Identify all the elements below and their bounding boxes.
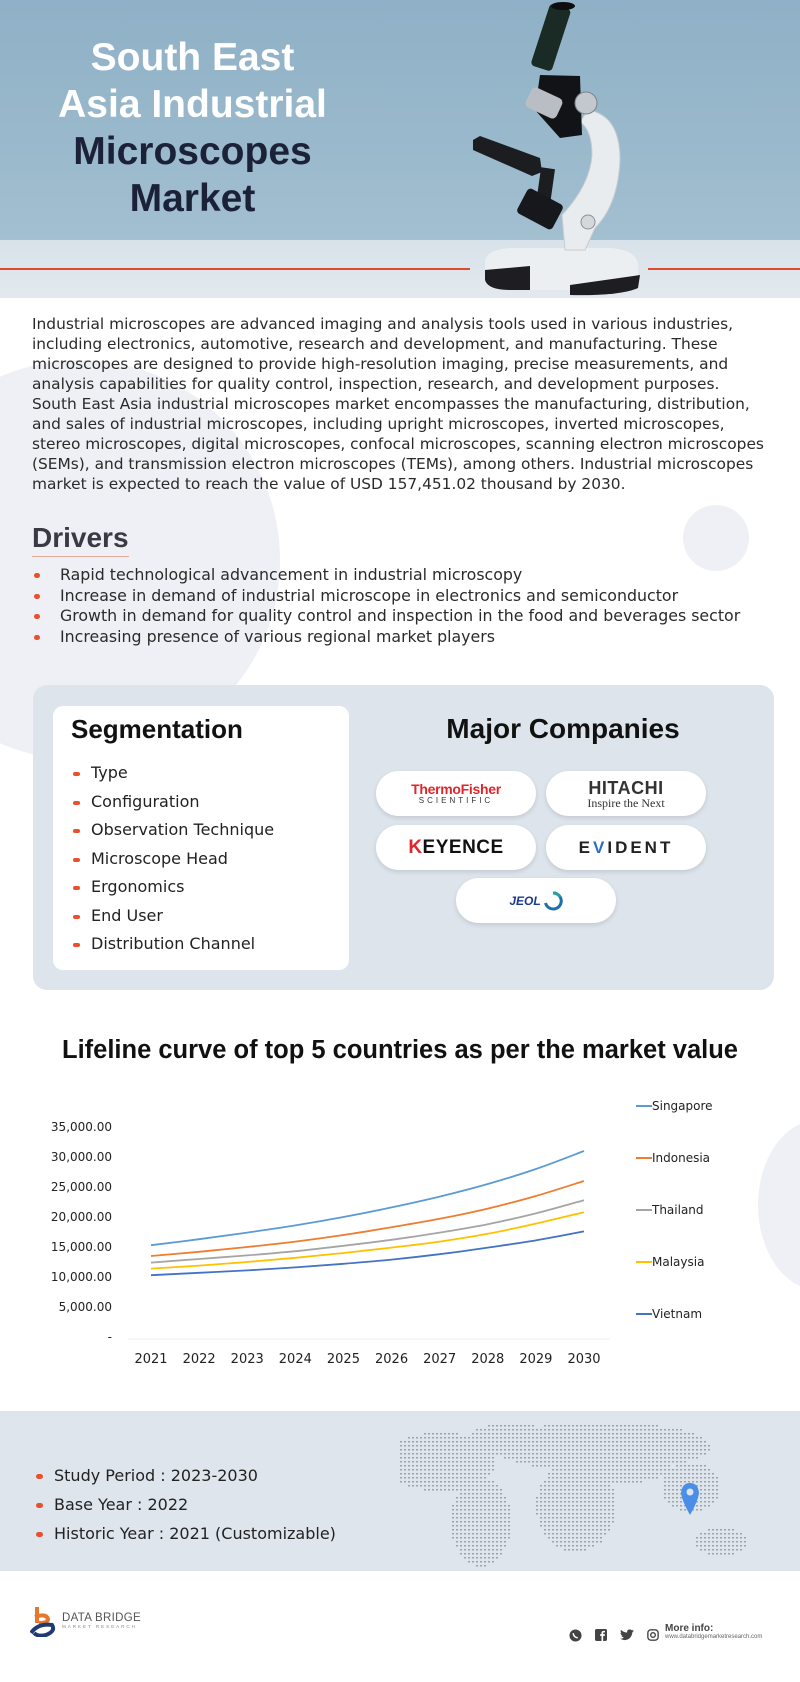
social-links xyxy=(568,1628,660,1642)
line-chart xyxy=(0,1071,800,1381)
more-info-label: More info: xyxy=(665,1623,714,1634)
series-line-vietnam xyxy=(151,1231,584,1275)
logo-letter: E xyxy=(578,837,593,857)
logo-text-rest: EYENCE xyxy=(422,836,504,858)
study-period: Study Period : 2023-2030 xyxy=(34,1461,336,1490)
segment-item: Configuration xyxy=(71,788,331,817)
company-logo-hitachi xyxy=(546,771,706,816)
series-line-malaysia xyxy=(151,1212,584,1268)
driver-item: Increasing presence of various regional market players xyxy=(32,627,768,648)
drivers-heading: Drivers xyxy=(32,522,129,557)
x-axis-tick: 2027 xyxy=(423,1352,457,1367)
y-axis-tick: 5,000.00 xyxy=(58,1300,112,1314)
more-info xyxy=(665,1623,762,1640)
footer xyxy=(0,1571,800,1682)
chart-canvas xyxy=(0,1071,800,1381)
segmentation-list xyxy=(71,759,331,959)
brand-logo[interactable] xyxy=(30,1605,141,1637)
segmentation-heading: Segmentation xyxy=(71,714,243,744)
y-axis-tick: 20,000.00 xyxy=(50,1210,112,1224)
x-axis-tick: 2028 xyxy=(471,1352,505,1367)
jeol-swirl-icon xyxy=(543,891,563,911)
segmentation-companies-panel xyxy=(33,685,774,990)
drivers-section xyxy=(0,494,800,647)
y-axis-tick: 10,000.00 xyxy=(50,1270,112,1284)
drivers-list xyxy=(32,565,768,647)
segment-item: Observation Technique xyxy=(71,816,331,845)
x-axis-tick: 2025 xyxy=(326,1352,360,1367)
logo-text: HITACHI xyxy=(588,777,664,798)
y-axis-tick: - xyxy=(107,1330,112,1344)
y-axis-tick: 15,000.00 xyxy=(50,1240,112,1254)
x-axis-tick: 2021 xyxy=(134,1352,168,1367)
legend-label: Singapore xyxy=(652,1099,713,1113)
title-line: Asia Industrial xyxy=(58,83,327,126)
microscope-image xyxy=(470,0,670,298)
legend-label: Indonesia xyxy=(652,1151,711,1165)
accent-line xyxy=(0,268,470,270)
twitter-icon[interactable] xyxy=(620,1628,634,1642)
title-line: Market xyxy=(129,177,256,220)
segment-item: Microscope Head xyxy=(71,845,331,874)
company-logo-jeol xyxy=(456,878,616,923)
instagram-icon[interactable] xyxy=(646,1628,660,1642)
logo-text: ThermoFisher xyxy=(411,781,501,797)
segmentation-card xyxy=(53,706,349,970)
study-info-list xyxy=(34,1461,336,1548)
y-axis-tick: 35,000.00 xyxy=(50,1120,112,1134)
logo-mark: K xyxy=(408,836,423,858)
website-link[interactable]: www.databridgemarketresearch.com xyxy=(665,1634,763,1640)
segment-item: Type xyxy=(71,759,331,788)
intro-paragraph: Industrial microscopes are advanced imaging and analysis tools used in various industries, including electronics, automotive, research and development, and manufacturing. These microscopes are designed to provide high-resolution imaging, precise measurements, and analysis capabilities for quality control, inspection, research, and development purposes. South East Asia industrial microscopes market encompasses the manufacturing, distribution, and sales of industrial microscopes, including upright microscopes, inverted microscopes, stereo microscopes, digital microscopes, confocal microscopes, scanning electron microscopes (SEMs), and transmission electron microscopes (TEMs), among others. Industrial microscopes market is expected to reach the value of USD 157,451.02 thousand by 2030. xyxy=(32,315,764,493)
segment-item: Ergonomics xyxy=(71,873,331,902)
segment-item: End User xyxy=(71,902,331,931)
legend-label: Thailand xyxy=(652,1203,704,1217)
y-axis-tick: 25,000.00 xyxy=(50,1180,112,1194)
x-axis-tick: 2024 xyxy=(278,1352,312,1367)
brand-text xyxy=(62,1612,141,1630)
title-line: Microscopes xyxy=(73,130,312,173)
driver-item: Increase in demand of industrial microscope in electronics and semiconductor xyxy=(32,586,768,607)
major-companies xyxy=(373,685,773,990)
segment-item: Distribution Channel xyxy=(71,930,331,959)
logo-text xyxy=(579,838,674,858)
x-axis-tick: 2030 xyxy=(567,1352,601,1367)
company-logo-thermofisher xyxy=(376,771,536,816)
x-axis-tick: 2022 xyxy=(182,1352,216,1367)
logo-word: JEOL xyxy=(509,893,541,908)
company-logo-evident xyxy=(546,825,706,870)
logo-text xyxy=(509,891,562,911)
y-axis-tick: 30,000.00 xyxy=(50,1150,112,1164)
x-axis-tick: 2023 xyxy=(230,1352,264,1367)
companies-heading: Major Companies xyxy=(446,713,680,744)
logo-mark: V xyxy=(593,837,608,857)
brand-name: DATA BRIDGE xyxy=(62,1612,141,1624)
data-bridge-logo-icon xyxy=(30,1605,56,1637)
title-line: South East xyxy=(90,36,295,79)
accent-line xyxy=(648,268,800,270)
base-year: Base Year : 2022 xyxy=(34,1490,336,1519)
legend-label: Malaysia xyxy=(652,1255,705,1269)
study-info-box xyxy=(0,1411,800,1571)
logo-text-rest: IDENT xyxy=(607,837,674,857)
legend-label: Vietnam xyxy=(652,1307,703,1321)
logo-subtext: Inspire the Next xyxy=(587,795,665,810)
logo-text xyxy=(408,837,503,859)
logo-subtext: SCIENTIFIC xyxy=(418,796,494,805)
whatsapp-icon[interactable] xyxy=(568,1628,582,1642)
series-line-indonesia xyxy=(151,1181,584,1256)
page-title xyxy=(20,34,365,222)
chart-title: Lifeline curve of top 5 countries as per the market value xyxy=(62,1036,738,1064)
brand-tagline: MARKET RESEARCH xyxy=(62,1624,137,1629)
driver-item: Rapid technological advancement in industrial microscopy xyxy=(32,565,768,586)
driver-item: Growth in demand for quality control and inspection in the food and beverages sector xyxy=(32,606,768,627)
hero-header xyxy=(0,0,800,298)
company-logo-keyence xyxy=(376,825,536,870)
world-map-image xyxy=(400,1411,800,1571)
x-axis-tick: 2029 xyxy=(519,1352,553,1367)
historic-year: Historic Year : 2021 (Customizable) xyxy=(34,1519,336,1548)
facebook-icon[interactable] xyxy=(594,1628,608,1642)
x-axis-tick: 2026 xyxy=(375,1352,409,1367)
